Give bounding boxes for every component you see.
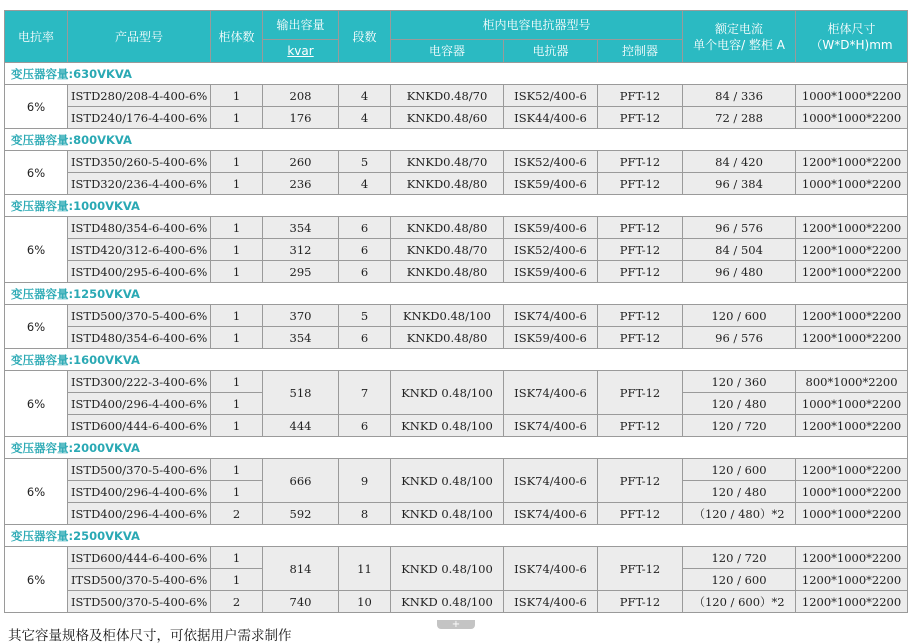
cabinet-cell: 2 <box>211 503 263 525</box>
reactor-cell: ISK74/400-6 <box>504 371 598 415</box>
capacitor-cell: KNKD0.48/100 <box>391 305 504 327</box>
output-cell: 236 <box>263 173 339 195</box>
model-cell: ISTD500/370-5-400-6% <box>68 305 211 327</box>
expand-tab-button[interactable] <box>437 620 475 629</box>
model-cell: ISTD600/444-6-400-6% <box>68 415 211 437</box>
output-cell: 444 <box>263 415 339 437</box>
group-title-row <box>5 437 908 459</box>
cabinet-cell: 1 <box>211 327 263 349</box>
table-row <box>5 547 908 569</box>
header-controller: 控制器 <box>598 40 683 63</box>
model-cell: ISTD400/296-4-400-6% <box>68 503 211 525</box>
reactor-cell: ISK52/400-6 <box>504 85 598 107</box>
header-output: 输出容量 <box>263 11 339 40</box>
size-cell: 1200*1000*2200 <box>796 261 908 283</box>
capacitor-cell: KNKD 0.48/100 <box>391 503 504 525</box>
output-cell: 518 <box>263 371 339 415</box>
footer-note: 其它容量规格及柜体尺寸，可依据用户需求制作 <box>8 628 292 644</box>
cabinet-cell: 1 <box>211 173 263 195</box>
cabinet-cell: 1 <box>211 371 263 393</box>
header-size <box>796 11 908 63</box>
header-current-line1: 额定电流 <box>715 21 764 36</box>
reactor-cell: ISK74/400-6 <box>504 547 598 591</box>
cabinet-cell: 1 <box>211 151 263 173</box>
table-row <box>5 415 908 437</box>
size-cell: 1000*1000*2200 <box>796 481 908 503</box>
output-cell: 592 <box>263 503 339 525</box>
rate-cell: 6% <box>5 151 68 195</box>
cabinet-cell: 1 <box>211 85 263 107</box>
reactor-cell: ISK74/400-6 <box>504 415 598 437</box>
stage-cell: 6 <box>339 239 391 261</box>
reactor-cell: ISK74/400-6 <box>504 503 598 525</box>
capacitor-cell: KNKD0.48/80 <box>391 173 504 195</box>
size-cell: 1200*1000*2200 <box>796 305 908 327</box>
current-cell: 120 / 720 <box>683 547 796 569</box>
cabinet-cell: 1 <box>211 305 263 327</box>
cabinet-cell: 1 <box>211 107 263 129</box>
header-components: 柜内电容电抗器型号 <box>391 11 683 40</box>
spec-table-container <box>4 10 907 613</box>
header-current <box>683 11 796 63</box>
group-title: 变压器容量:2500VKVA <box>5 525 908 547</box>
current-cell: （120 / 480）*2 <box>683 503 796 525</box>
current-cell: 96 / 576 <box>683 327 796 349</box>
group-title: 变压器容量:800VKVA <box>5 129 908 151</box>
stage-cell: 5 <box>339 305 391 327</box>
table-row <box>5 217 908 239</box>
rate-cell: 6% <box>5 371 68 437</box>
cabinet-cell: 1 <box>211 239 263 261</box>
output-cell: 370 <box>263 305 339 327</box>
output-cell: 740 <box>263 591 339 613</box>
table-row <box>5 85 908 107</box>
reactor-cell: ISK52/400-6 <box>504 151 598 173</box>
header-current-line2: 单个电容/ 整柜 A <box>693 37 785 52</box>
spec-table <box>4 10 908 613</box>
group-title-row <box>5 195 908 217</box>
capacitor-cell: KNKD 0.48/100 <box>391 547 504 591</box>
size-cell: 1200*1000*2200 <box>796 151 908 173</box>
current-cell: 72 / 288 <box>683 107 796 129</box>
group-title-row <box>5 129 908 151</box>
current-cell: 120 / 360 <box>683 371 796 393</box>
output-cell: 666 <box>263 459 339 503</box>
cabinet-cell: 1 <box>211 569 263 591</box>
model-cell: ISTD320/236-4-400-6% <box>68 173 211 195</box>
output-cell: 814 <box>263 547 339 591</box>
controller-cell: PFT-12 <box>598 371 683 415</box>
current-cell: 84 / 420 <box>683 151 796 173</box>
controller-cell: PFT-12 <box>598 261 683 283</box>
group-title-row <box>5 63 908 85</box>
size-cell: 1000*1000*2200 <box>796 107 908 129</box>
controller-cell: PFT-12 <box>598 459 683 503</box>
stage-cell: 6 <box>339 327 391 349</box>
controller-cell: PFT-12 <box>598 173 683 195</box>
current-cell: 96 / 576 <box>683 217 796 239</box>
size-cell: 1200*1000*2200 <box>796 459 908 481</box>
current-cell: 120 / 600 <box>683 569 796 591</box>
output-cell: 354 <box>263 217 339 239</box>
header-size-line2: （W*D*H)mm <box>810 37 893 52</box>
capacitor-cell: KNKD 0.48/100 <box>391 415 504 437</box>
plus-icon: + <box>451 619 461 630</box>
model-cell: ISTD400/295-6-400-6% <box>68 261 211 283</box>
controller-cell: PFT-12 <box>598 217 683 239</box>
kvar-unit: kvar <box>287 44 314 58</box>
reactor-cell: ISK44/400-6 <box>504 107 598 129</box>
size-cell: 1000*1000*2200 <box>796 173 908 195</box>
cabinet-cell: 1 <box>211 261 263 283</box>
output-cell: 260 <box>263 151 339 173</box>
model-cell: ISTD480/354-6-400-6% <box>68 217 211 239</box>
model-cell: ISTD350/260-5-400-6% <box>68 151 211 173</box>
size-cell: 1200*1000*2200 <box>796 239 908 261</box>
controller-cell: PFT-12 <box>598 591 683 613</box>
capacitor-cell: KNKD0.48/80 <box>391 217 504 239</box>
rate-cell: 6% <box>5 217 68 283</box>
table-row <box>5 151 908 173</box>
controller-cell: PFT-12 <box>598 239 683 261</box>
reactor-cell: ISK74/400-6 <box>504 591 598 613</box>
group-title-row <box>5 283 908 305</box>
size-cell: 800*1000*2200 <box>796 371 908 393</box>
table-row <box>5 503 908 525</box>
current-cell: 120 / 600 <box>683 305 796 327</box>
capacitor-cell: KNKD 0.48/100 <box>391 591 504 613</box>
table-row <box>5 173 908 195</box>
size-cell: 1200*1000*2200 <box>796 327 908 349</box>
stage-cell: 10 <box>339 591 391 613</box>
header-output-unit <box>263 40 339 63</box>
current-cell: 120 / 480 <box>683 393 796 415</box>
size-cell: 1200*1000*2200 <box>796 591 908 613</box>
model-cell: ISTD240/176-4-400-6% <box>68 107 211 129</box>
controller-cell: PFT-12 <box>598 151 683 173</box>
capacitor-cell: KNKD0.48/80 <box>391 261 504 283</box>
current-cell: 120 / 720 <box>683 415 796 437</box>
stage-cell: 6 <box>339 415 391 437</box>
output-cell: 208 <box>263 85 339 107</box>
size-cell: 1000*1000*2200 <box>796 503 908 525</box>
size-cell: 1200*1000*2200 <box>796 547 908 569</box>
capacitor-cell: KNKD0.48/70 <box>391 151 504 173</box>
controller-cell: PFT-12 <box>598 305 683 327</box>
table-row <box>5 239 908 261</box>
stage-cell: 8 <box>339 503 391 525</box>
model-cell: ISTD500/370-5-400-6% <box>68 459 211 481</box>
rate-cell: 6% <box>5 459 68 525</box>
stage-cell: 7 <box>339 371 391 415</box>
table-row <box>5 327 908 349</box>
header-capacitor: 电容器 <box>391 40 504 63</box>
header-rate: 电抗率 <box>5 11 68 63</box>
model-cell: ISTD480/354-6-400-6% <box>68 327 211 349</box>
stage-cell: 11 <box>339 547 391 591</box>
reactor-cell: ISK74/400-6 <box>504 459 598 503</box>
model-cell: ISTD420/312-6-400-6% <box>68 239 211 261</box>
current-cell: 96 / 384 <box>683 173 796 195</box>
model-cell: ISTD500/370-5-400-6% <box>68 591 211 613</box>
output-cell: 295 <box>263 261 339 283</box>
stage-cell: 5 <box>339 151 391 173</box>
stage-cell: 9 <box>339 459 391 503</box>
table-body <box>5 63 908 613</box>
group-title: 变压器容量:1250VKVA <box>5 283 908 305</box>
cabinet-cell: 1 <box>211 481 263 503</box>
table-header <box>5 11 908 63</box>
reactor-cell: ISK59/400-6 <box>504 217 598 239</box>
stage-cell: 4 <box>339 173 391 195</box>
table-row <box>5 459 908 481</box>
capacitor-cell: KNKD0.48/60 <box>391 107 504 129</box>
size-cell: 1000*1000*2200 <box>796 393 908 415</box>
reactor-cell: ISK59/400-6 <box>504 173 598 195</box>
model-cell: ISTD280/208-4-400-6% <box>68 85 211 107</box>
table-row <box>5 371 908 393</box>
current-cell: 84 / 504 <box>683 239 796 261</box>
current-cell: （120 / 600）*2 <box>683 591 796 613</box>
rate-cell: 6% <box>5 547 68 613</box>
model-cell: ISTD600/444-6-400-6% <box>68 547 211 569</box>
output-cell: 312 <box>263 239 339 261</box>
header-model: 产品型号 <box>68 11 211 63</box>
cabinet-cell: 1 <box>211 393 263 415</box>
output-cell: 176 <box>263 107 339 129</box>
model-cell: ISTD400/296-4-400-6% <box>68 393 211 415</box>
current-cell: 120 / 600 <box>683 459 796 481</box>
cabinet-cell: 1 <box>211 415 263 437</box>
reactor-cell: ISK59/400-6 <box>504 327 598 349</box>
controller-cell: PFT-12 <box>598 415 683 437</box>
size-cell: 1200*1000*2200 <box>796 415 908 437</box>
reactor-cell: ISK74/400-6 <box>504 305 598 327</box>
model-cell: ITSD500/370-5-400-6% <box>68 569 211 591</box>
reactor-cell: ISK52/400-6 <box>504 239 598 261</box>
header-stages: 段数 <box>339 11 391 63</box>
stage-cell: 6 <box>339 261 391 283</box>
group-title: 变压器容量:1600VKVA <box>5 349 908 371</box>
model-cell: ISTD400/296-4-400-6% <box>68 481 211 503</box>
header-cabinets: 柜体数 <box>211 11 263 63</box>
controller-cell: PFT-12 <box>598 107 683 129</box>
model-cell: ISTD300/222-3-400-6% <box>68 371 211 393</box>
table-row <box>5 261 908 283</box>
group-title: 变压器容量:2000VKVA <box>5 437 908 459</box>
stage-cell: 4 <box>339 85 391 107</box>
reactor-cell: ISK59/400-6 <box>504 261 598 283</box>
table-row <box>5 107 908 129</box>
group-title-row <box>5 349 908 371</box>
controller-cell: PFT-12 <box>598 327 683 349</box>
size-cell: 1200*1000*2200 <box>796 217 908 239</box>
header-reactor: 电抗器 <box>504 40 598 63</box>
table-row <box>5 591 908 613</box>
rate-cell: 6% <box>5 85 68 129</box>
size-cell: 1000*1000*2200 <box>796 85 908 107</box>
current-cell: 96 / 480 <box>683 261 796 283</box>
table-row <box>5 305 908 327</box>
cabinet-cell: 1 <box>211 459 263 481</box>
rate-cell: 6% <box>5 305 68 349</box>
capacitor-cell: KNKD0.48/70 <box>391 85 504 107</box>
current-cell: 120 / 480 <box>683 481 796 503</box>
capacitor-cell: KNKD 0.48/100 <box>391 459 504 503</box>
group-title: 变压器容量:1000VKVA <box>5 195 908 217</box>
group-title-row <box>5 525 908 547</box>
capacitor-cell: KNKD 0.48/100 <box>391 371 504 415</box>
controller-cell: PFT-12 <box>598 85 683 107</box>
controller-cell: PFT-12 <box>598 503 683 525</box>
cabinet-cell: 1 <box>211 547 263 569</box>
cabinet-cell: 2 <box>211 591 263 613</box>
stage-cell: 4 <box>339 107 391 129</box>
capacitor-cell: KNKD0.48/80 <box>391 327 504 349</box>
controller-cell: PFT-12 <box>598 547 683 591</box>
size-cell: 1200*1000*2200 <box>796 569 908 591</box>
stage-cell: 6 <box>339 217 391 239</box>
current-cell: 84 / 336 <box>683 85 796 107</box>
output-cell: 354 <box>263 327 339 349</box>
header-size-line1: 柜体尺寸 <box>827 21 876 36</box>
cabinet-cell: 1 <box>211 217 263 239</box>
capacitor-cell: KNKD0.48/70 <box>391 239 504 261</box>
group-title: 变压器容量:630VKVA <box>5 63 908 85</box>
